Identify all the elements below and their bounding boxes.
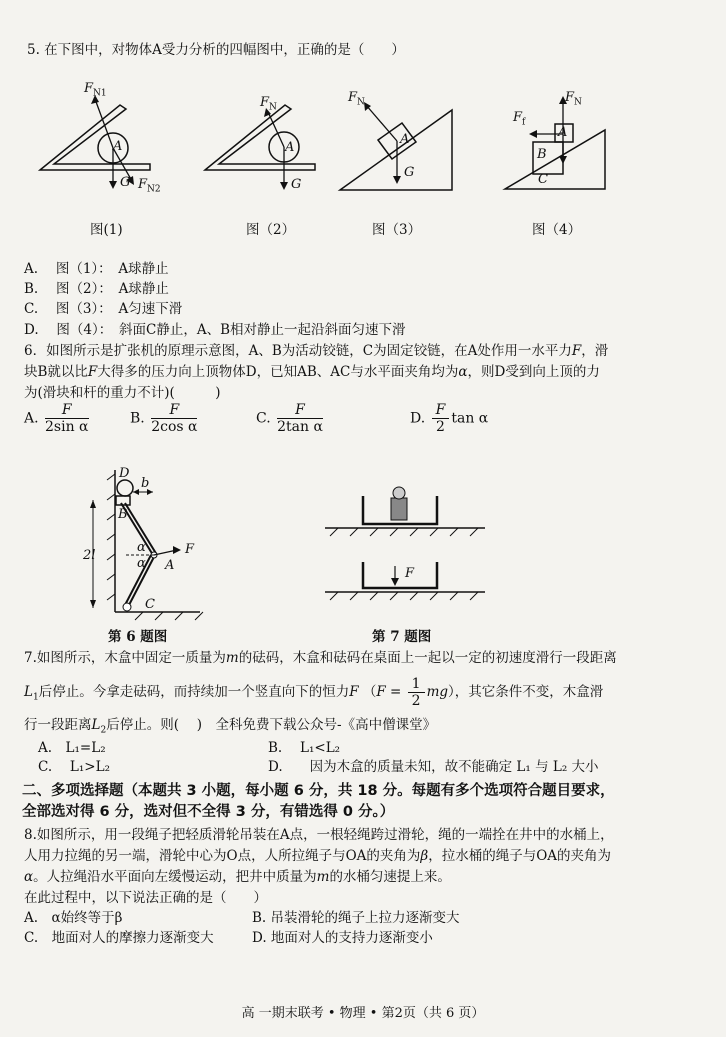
- q7-option-d: D. 因为木盒的质量未知，故不能确定 L₁ 与 L₂ 大小: [268, 759, 599, 775]
- q6-line-2: 块B就以比F大得多的压力向上顶物体D，已知AB、AC与水平面夹角均为α，则D受到向上顶的力: [24, 364, 600, 380]
- q5-figure-3: $F_N$ A G: [340, 90, 460, 195]
- q5-option-a: A. 图（1）： A球静止: [24, 261, 169, 277]
- q5-option-c: C. 图（3）： A匀速下滑: [24, 301, 183, 317]
- q6-option-a: A. $\frac{F}{\text{2sin α}}$: [24, 402, 89, 435]
- q5-caption-4: 图（4）: [532, 222, 582, 238]
- q5-caption-3: 图（3）: [372, 222, 422, 238]
- q7-option-c: C. L₁>L₂: [38, 759, 110, 775]
- q7-line-2: $L_1$后停止。今拿走砝码，而持续加一个竖直向下的恒力F （F = $\frac{1}{2}$ mg），其它条件不变，木盒滑: [24, 676, 604, 709]
- q5-caption-1: 图(1): [90, 222, 123, 238]
- q6-figure: D b B 2l α α F A C: [85, 470, 215, 620]
- figure-7-drawing: [325, 482, 485, 612]
- page-footer: 高 一期末联考 • 物理 • 第2页（共 6 页）: [241, 1006, 485, 1021]
- q6-option-b: B. $\frac{F}{\text{2cos α}}$: [130, 402, 198, 435]
- q8-line-3: α。人拉绳沿水平面向左缓慢运动，把井中质量为m的水桶匀速提上来。: [24, 869, 451, 885]
- q5-option-d: D. 图（4）： 斜面C静止，A、B相对静止一起沿斜面匀速下滑: [24, 322, 406, 338]
- q6-line-3: 为(滑块和杆的重力不计)( ): [24, 385, 221, 401]
- q5-figure-1: $F_{N1}$ A G $F_{N2}$: [40, 85, 160, 195]
- q7-option-b: B. L₁<L₂: [268, 740, 341, 756]
- q6-option-c: C. $\frac{F}{\text{2tan α}}$: [256, 402, 323, 435]
- q5-option-b: B. 图（2）： A球静止: [24, 281, 169, 297]
- section2-heading-line-1: 二、多项选择题（本题共 3 小题，每小题 6 分，共 18 分。每题有多个选项符合题目要求，: [22, 783, 615, 799]
- q5-caption-2: 图（2）: [246, 222, 296, 238]
- q5-figure-4: $F_N$ $F_f$ A B C: [505, 92, 615, 192]
- q8-line-1: 8.如图所示，用一段绳子把轻质滑轮吊装在A点，一根轻绳跨过滑轮，绳的一端拴在井中的水桶上，: [24, 827, 614, 843]
- q6-figure-caption: 第 6 题图: [108, 629, 168, 645]
- q6-line-1: 6．如图所示是扩张机的原理示意图，A、B为活动铰链，C为固定铰链，在A处作用一水平力F，滑: [24, 343, 609, 359]
- q8-option-a: A. α始终等于β: [24, 910, 123, 926]
- q8-option-c: C. 地面对人的摩擦力逐渐变大: [24, 930, 214, 946]
- figure-4-drawing: [505, 92, 615, 192]
- q6-option-d: D. $\frac{F}{2}$ tan α: [410, 402, 489, 435]
- q7-line-1: 7.如图所示，木盒中固定一质量为m的砝码，木盒和砝码在桌面上一起以一定的初速度滑行一段距离: [24, 650, 617, 666]
- q8-option-b: B. 吊装滑轮的绳子上拉力逐渐变大: [252, 910, 460, 926]
- section2-heading-line-2: 全部选对得 6 分，选对但不全得 3 分，有错选得 0 分。）: [22, 804, 395, 820]
- q5-figure-2: $F_N$ A G: [205, 90, 325, 200]
- q7-option-a: A. L₁=L₂: [38, 740, 106, 756]
- q8-line-4: 在此过程中，以下说法正确的是（ ）: [24, 890, 267, 906]
- q7-figure: F: [325, 482, 485, 612]
- q7-line-3: 行一段距离$L_2$后停止。则( ) 全科免费下载公众号-《高中僧课堂》: [24, 717, 437, 736]
- q8-line-2: 人用力拉绳的另一端，滑轮中心为O点，人所拉绳子与OA的夹角为β，拉水桶的绳子与OA的夹角为: [24, 848, 612, 864]
- q8-option-d: D. 地面对人的支持力逐渐变小: [252, 930, 433, 946]
- q7-figure-caption: 第 7 题图: [372, 629, 432, 645]
- q5-stem: 5. 在下图中，对物体A受力分析的四幅图中，正确的是（ ）: [27, 42, 405, 58]
